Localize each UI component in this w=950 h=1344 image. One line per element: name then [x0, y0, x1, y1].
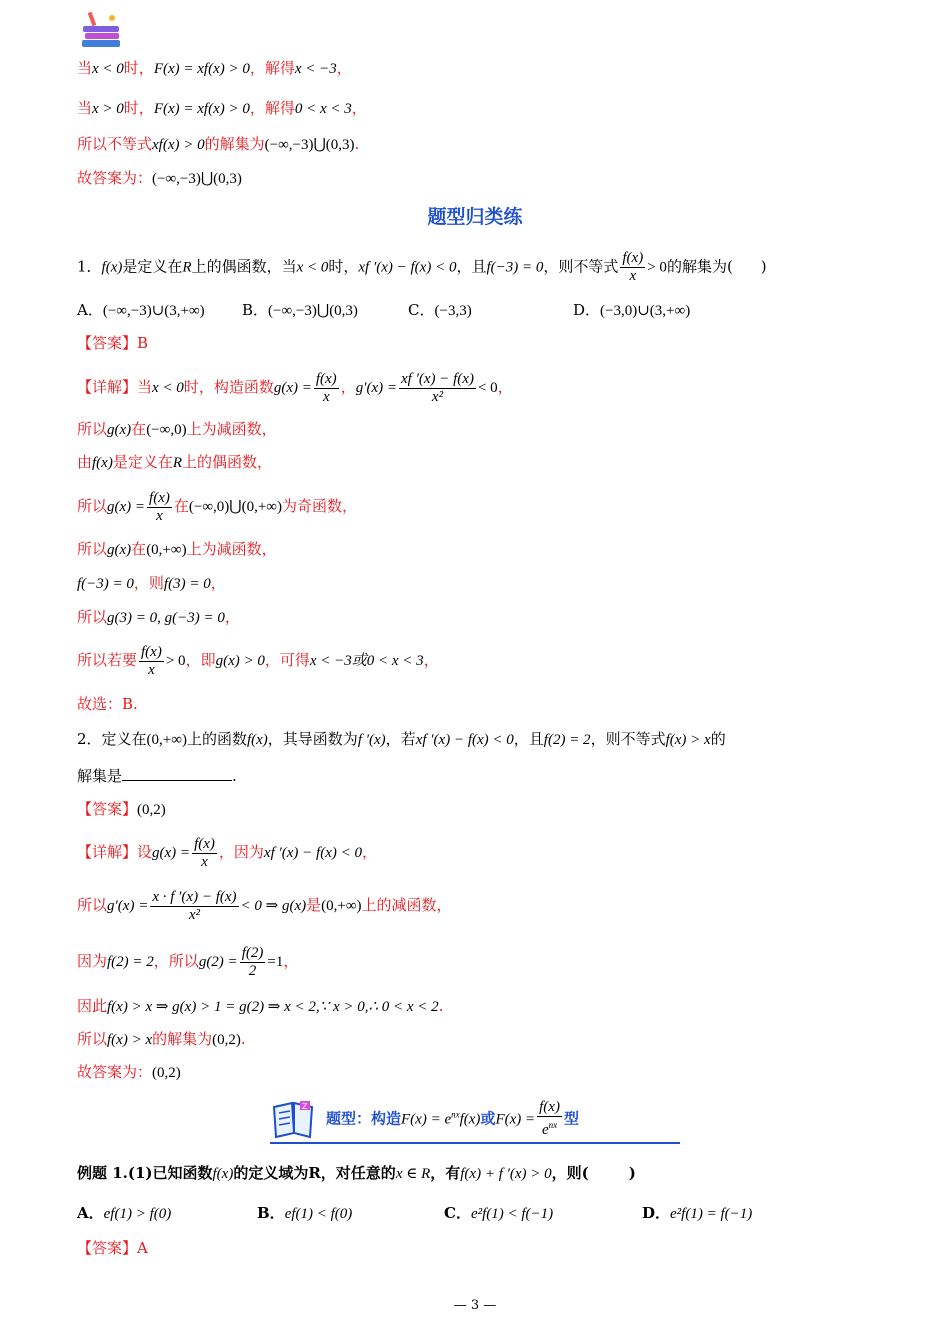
- q1-detail-7: 所以g(3) = 0, g(−3) = 0，: [77, 608, 240, 626]
- q1-fraction: $\frac{f(x)}{x}$: [622, 250, 644, 284]
- ex-option-a[interactable]: A．ef(1) > f(0): [77, 1204, 172, 1222]
- q1-answer: 【答案】B: [77, 334, 149, 352]
- q1-detail-5: 所以g(x)在(0,+∞)上为减函数，: [77, 540, 277, 558]
- top-line-1: 当x < 0时，F(x) = xf(x) > 0，解得x < −3，: [77, 59, 352, 77]
- page-number: — 3 —: [453, 1298, 497, 1313]
- q2-detail-2: 所以g′(x) = $\frac{x \cdot f '(x) - f(x)}{\text{x²}}$ < 0 ⇒ g(x)是(0,+∞)上的减函数，: [77, 888, 452, 923]
- ex-option-b[interactable]: B．ef(1) < f(0): [257, 1204, 353, 1222]
- top-line-2: 当x > 0时，F(x) = xf(x) > 0，解得0 < x < 3，: [77, 99, 367, 117]
- top-line-4: 故答案为：(−∞,−3)⋃(0,3): [77, 169, 242, 187]
- ex-option-d[interactable]: D．e²f(1) = f(−1): [642, 1204, 753, 1222]
- q1-detail-2: 所以g(x)在(−∞,0)上为减函数，: [77, 420, 277, 438]
- section-title: 题型归类练: [427, 206, 523, 228]
- q1-detail-3: 由f(x)是定义在R上的偶函数，: [77, 453, 273, 471]
- q1-detail-6: f(−3) = 0，则f(3) = 0，: [77, 574, 226, 592]
- q1-option-c[interactable]: C．(−3,3): [408, 301, 472, 319]
- q2-stem-line2: 解集是 .: [77, 767, 237, 785]
- q2-detail-6: 故答案为：(0,2): [77, 1063, 181, 1081]
- q1-detail-1: 【详解】当x < 0时，构造函数g(x) = $\frac{f(x)}{x}$ ，g′(x) = $\frac{xf '(x) - f(x)}{\text{x²}}$ < 0，: [77, 370, 513, 405]
- q2-detail-1: 【详解】设g(x) = $\frac{f(x)}{x}$ ，因为xf ′(x) − f(x) < 0，: [77, 835, 377, 870]
- q1-detail-4: 所以g(x) = $\frac{f(x)}{x}$ 在(−∞,0)⋃(0,+∞)为奇函数，: [77, 489, 357, 524]
- banner-rule: [270, 1142, 680, 1144]
- q1-option-d[interactable]: D．(−3,0)∪(3,+∞): [573, 301, 691, 319]
- q2-stem: 2．定义在(0,+∞)上的函数f(x)，其导函数为f ′(x)，若xf ′(x) − f(x) < 0，且f(2) = 2，则不等式f(x) > x的: [77, 730, 726, 748]
- q2-answer: 【答案】(0,2): [77, 800, 166, 818]
- ex-option-c[interactable]: C．e²f(1) < f(−1): [444, 1204, 554, 1222]
- q2-detail-5: 所以f(x) > x的解集为(0,2).: [77, 1030, 246, 1048]
- book-stack-icon: [80, 10, 124, 50]
- example-stem: 例题 1.(1)已知函数f(x)的定义域为R，对任意的x ∈ R，有f(x) + f ′(x) > 0，则( ): [77, 1164, 636, 1182]
- type-banner: [270, 1097, 680, 1143]
- ex-answer: 【答案】A: [77, 1239, 148, 1257]
- svg-text:Z: Z: [302, 1102, 308, 1111]
- q1-option-b[interactable]: B．(−∞,−3)⋃(0,3): [242, 301, 358, 319]
- top-line-3: 所以不等式xf(x) > 0的解集为(−∞,−3)⋃(0,3).: [77, 135, 360, 153]
- q1-detail-8: 所以若要 $\frac{f(x)}{x}$ > 0，即g(x) > 0，可得x < −3或0 < x < 3，: [77, 643, 439, 678]
- q2-detail-3: 因为f(2) = 2，所以g(2) = $\frac{f(2)}{2}$ =1，: [77, 944, 299, 979]
- q1-stem: 1．f(x)是定义在R上的偶函数，当x < 0时，xf ′(x) − f(x) < 0，且f(−3) = 0，则不等式 $\frac{f(x)}{x}$ > 0的解集为( ): [77, 250, 767, 284]
- q2-detail-4: 因此f(x) > x ⇒ g(x) > 1 = g(2) ⇒ x < 2,∵ x > 0,∴ 0 < x < 2.: [77, 997, 444, 1015]
- q1-detail-9: 故选：B.: [77, 695, 138, 713]
- banner-text: 题型：构造$F(x) = e^{nx}f(x)$或F(x) = $\frac{f(x)}{e^{nx}}$ 型: [326, 1099, 579, 1138]
- answer-blank[interactable]: [122, 766, 232, 781]
- q1-option-a[interactable]: A．(−∞,−3)∪(3,+∞): [77, 301, 205, 319]
- notebook-icon: [270, 1099, 318, 1139]
